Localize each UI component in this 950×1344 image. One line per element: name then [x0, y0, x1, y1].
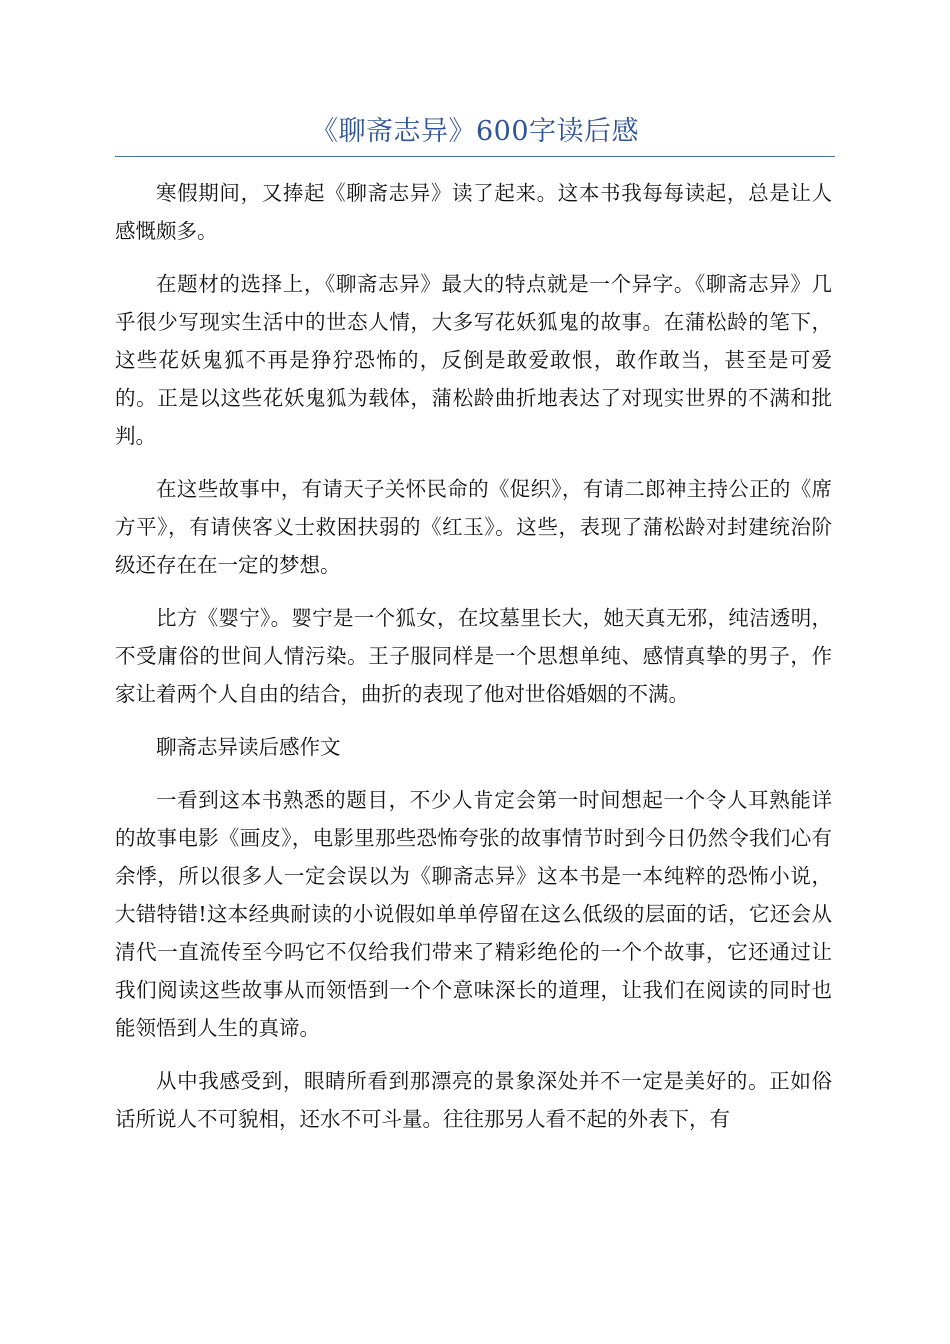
paragraph-2: 在题材的选择上，《聊斋志异》最大的特点就是一个异字。《聊斋志异》几乎很少写现实生活中的世态人情，大多写花妖狐鬼的故事。在蒲松龄的笔下，这些花妖鬼狐不再是狰狞恐怖的，反倒是敢爱敢恨，敢作敢当，甚至是可爱的。正是以这些花妖鬼狐为载体，蒲松龄曲折地表达了对现实世界的不满和批判。 — [115, 272, 832, 448]
paragraph-1: 寒假期间，又捧起《聊斋志异》读了起来。这本书我每每读起，总是让人感慨颇多。 — [115, 181, 832, 243]
paragraph-3: 在这些故事中，有请天子关怀民命的《促织》，有请二郎神主持公正的《席方平》，有请侠客义士救困扶弱的《红玉》。这些，表现了蒲松龄对封建统治阶级还存在在一定的梦想。 — [115, 477, 832, 577]
paragraph-6: 从中我感受到，眼睛所看到那漂亮的景象深处并不一定是美好的。正如俗话所说人不可貌相，还水不可斗量。往往那另人看不起的外表下，有 — [115, 1069, 832, 1131]
title-block — [115, 112, 835, 157]
page-title: 《聊斋志异》600字读后感 — [310, 116, 640, 147]
section-heading: 聊斋志异读后感作文 — [156, 735, 341, 759]
paragraph-4: 比方《婴宁》。婴宁是一个狐女，在坟墓里长大，她天真无邪，纯洁透明，不受庸俗的世间人情污染。王子服同样是一个思想单纯、感情真挚的男子，作家让着两个人自由的结合，曲折的表现了他对世俗婚姻的不满。 — [115, 606, 832, 706]
paragraph-5: 一看到这本书熟悉的题目，不少人肯定会第一时间想起一个令人耳熟能详的故事电影《画皮》，电影里那些恐怖夸张的故事情节时到今日仍然令我们心有余悸，所以很多人一定会误以为《聊斋志异》这本书是一本纯粹的恐怖小说，大错特错!这本经典耐读的小说假如单单停留在这么低级的层面的话，它还会从清代一直流传至今吗它不仅给我们带来了精彩绝伦的一个个故事，它还通过让我们阅读这些故事从而领悟到一个个意味深长的道理，让我们在阅读的同时也能领悟到人生的真谛。 — [115, 788, 832, 1040]
document-body — [115, 174, 832, 1153]
